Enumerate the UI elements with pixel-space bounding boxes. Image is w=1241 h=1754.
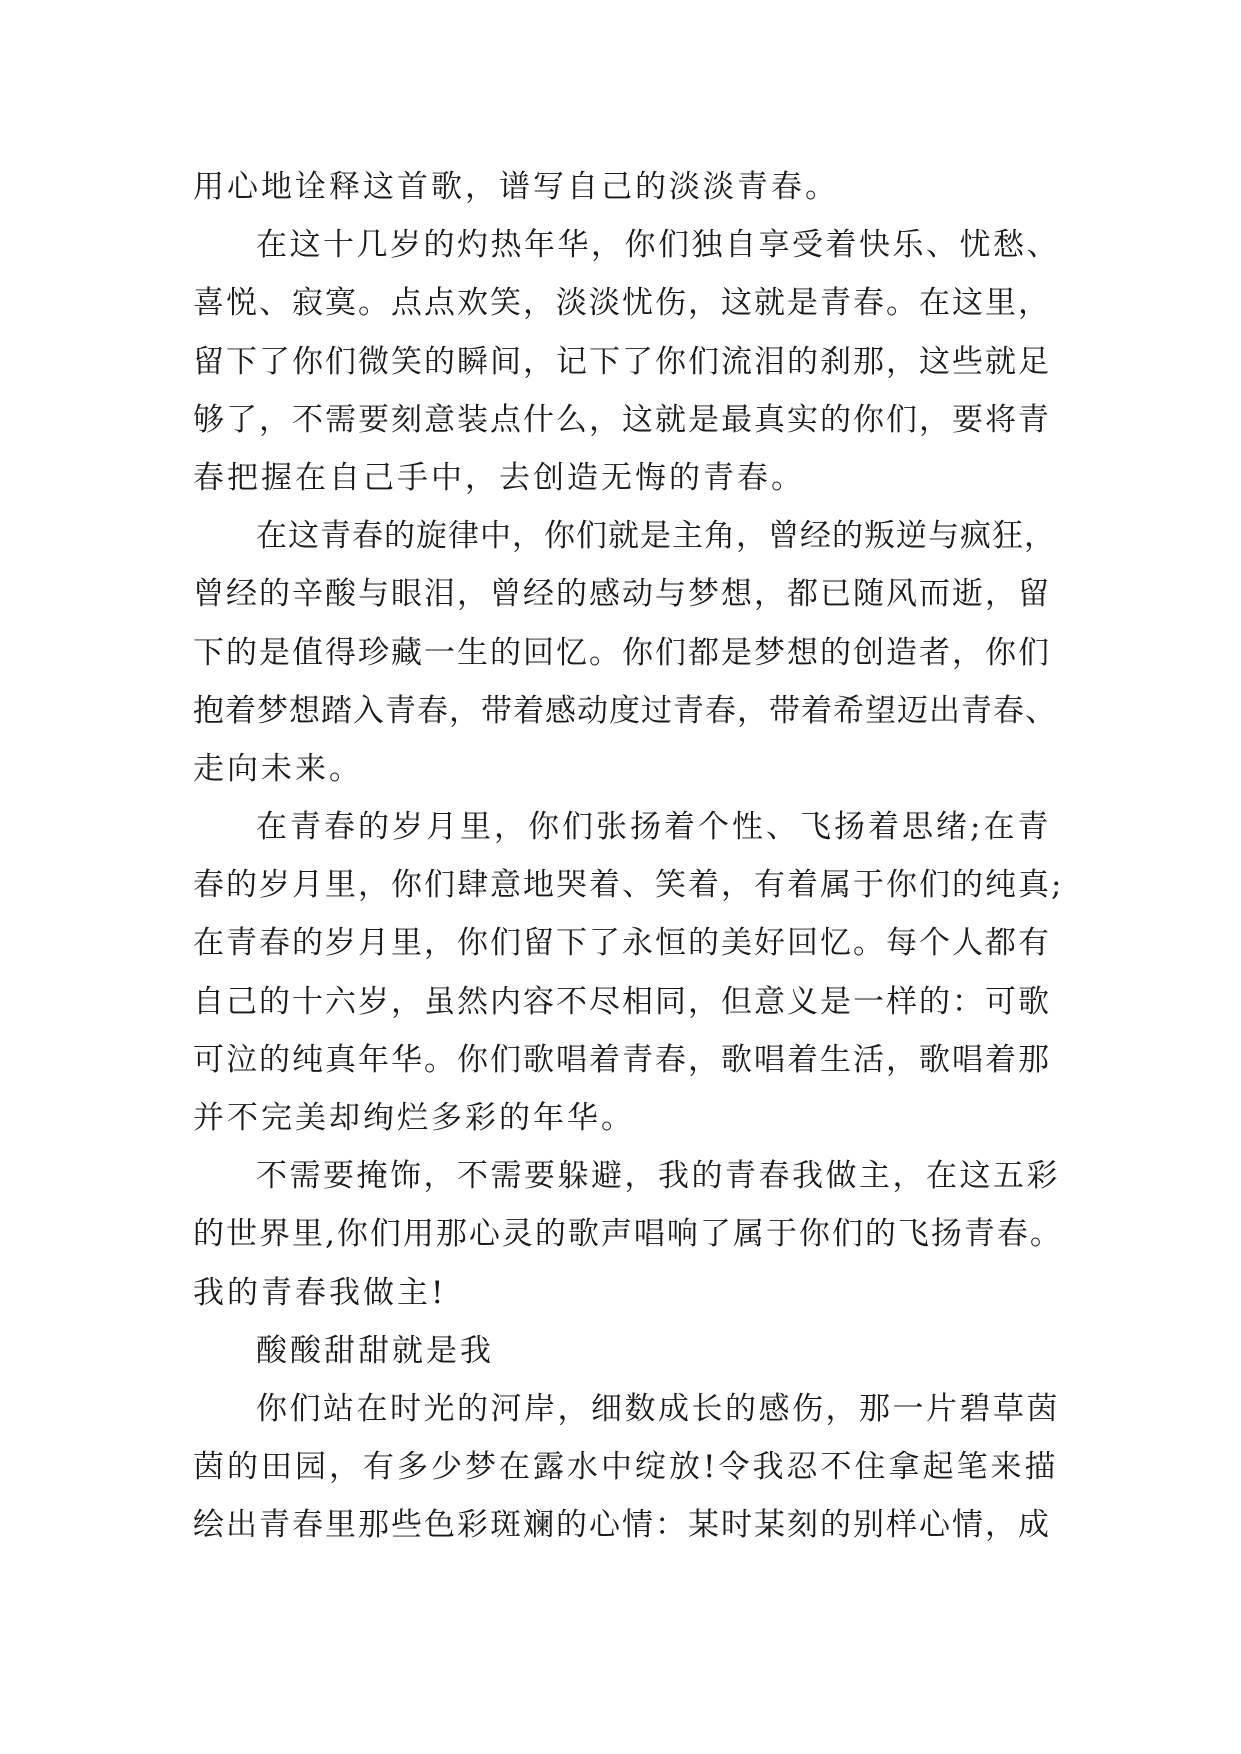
text-line: 用心地诠释这首歌，谱写自己的淡淡青春。 xyxy=(193,169,839,205)
text-line: 抱着梦想踏入青春，带着感动度过青春，带着希望迈出青春、 xyxy=(193,692,1057,729)
body-text xyxy=(193,158,1063,1555)
text-line: 走向未来。 xyxy=(193,750,363,787)
section-heading: 酸酸甜甜就是我 xyxy=(256,1332,494,1369)
text-line: 在青春的岁月里，你们留下了永恒的美好回忆。每个人都有 xyxy=(193,925,1051,962)
text-line: 你们站在时光的河岸，细数成长的感伤，那一片碧草茵 xyxy=(256,1390,1060,1427)
text-line: 我的青春我做主! xyxy=(193,1274,447,1311)
text-line: 在这十几岁的灼热年华，你们独自享受着快乐、忧愁、 xyxy=(256,227,1060,264)
text-line: 自己的十六岁，虽然内容不尽相同，但意义是一样的：可歌 xyxy=(193,983,1051,1020)
text-line: 在青春的岁月里，你们张扬着个性、飞扬着思绪;在青 xyxy=(256,809,1052,846)
text-line: 绘出青春里那些色彩斑斓的心情：某时某刻的别样心情，成 xyxy=(193,1507,1051,1544)
text-line: 可泣的纯真年华。你们歌唱着青春，歌唱着生活，歌唱着那 xyxy=(193,1041,1051,1078)
text-line: 喜悦、寂寞。点点欢笑，淡淡忧伤，这就是青春。在这里， xyxy=(193,285,1051,322)
text-line: 够了，不需要刻意装点什么，这就是最真实的你们，要将青 xyxy=(193,401,1051,438)
text-line: 在这青春的旋律中，你们就是主角，曾经的叛逆与疯狂， xyxy=(256,518,1056,555)
text-line: 曾经的辛酸与眼泪，曾经的感动与梦想，都已随风而逝，留 xyxy=(193,576,1051,613)
text-line: 的世界里,你们用那心灵的歌声唱响了属于你们的飞扬青春。 xyxy=(193,1216,1063,1253)
text-line: 茵的田园，有多少梦在露水中绽放!令我忍不住拿起笔来描 xyxy=(193,1449,1059,1486)
text-line: 不需要掩饰，不需要躲避，我的青春我做主，在这五彩 xyxy=(256,1158,1060,1195)
text-line: 春把握在自己手中，去创造无悔的青春。 xyxy=(193,459,805,496)
text-line: 春的岁月里，你们肆意地哭着、笑着，有着属于你们的纯真; xyxy=(193,867,1064,904)
text-line: 并不完美却绚烂多彩的年华。 xyxy=(193,1100,635,1136)
text-line: 下的是值得珍藏一生的回忆。你们都是梦想的创造者，你们 xyxy=(193,634,1051,671)
text-line: 留下了你们微笑的瞬间，记下了你们流泪的刹那，这些就足 xyxy=(193,343,1051,380)
